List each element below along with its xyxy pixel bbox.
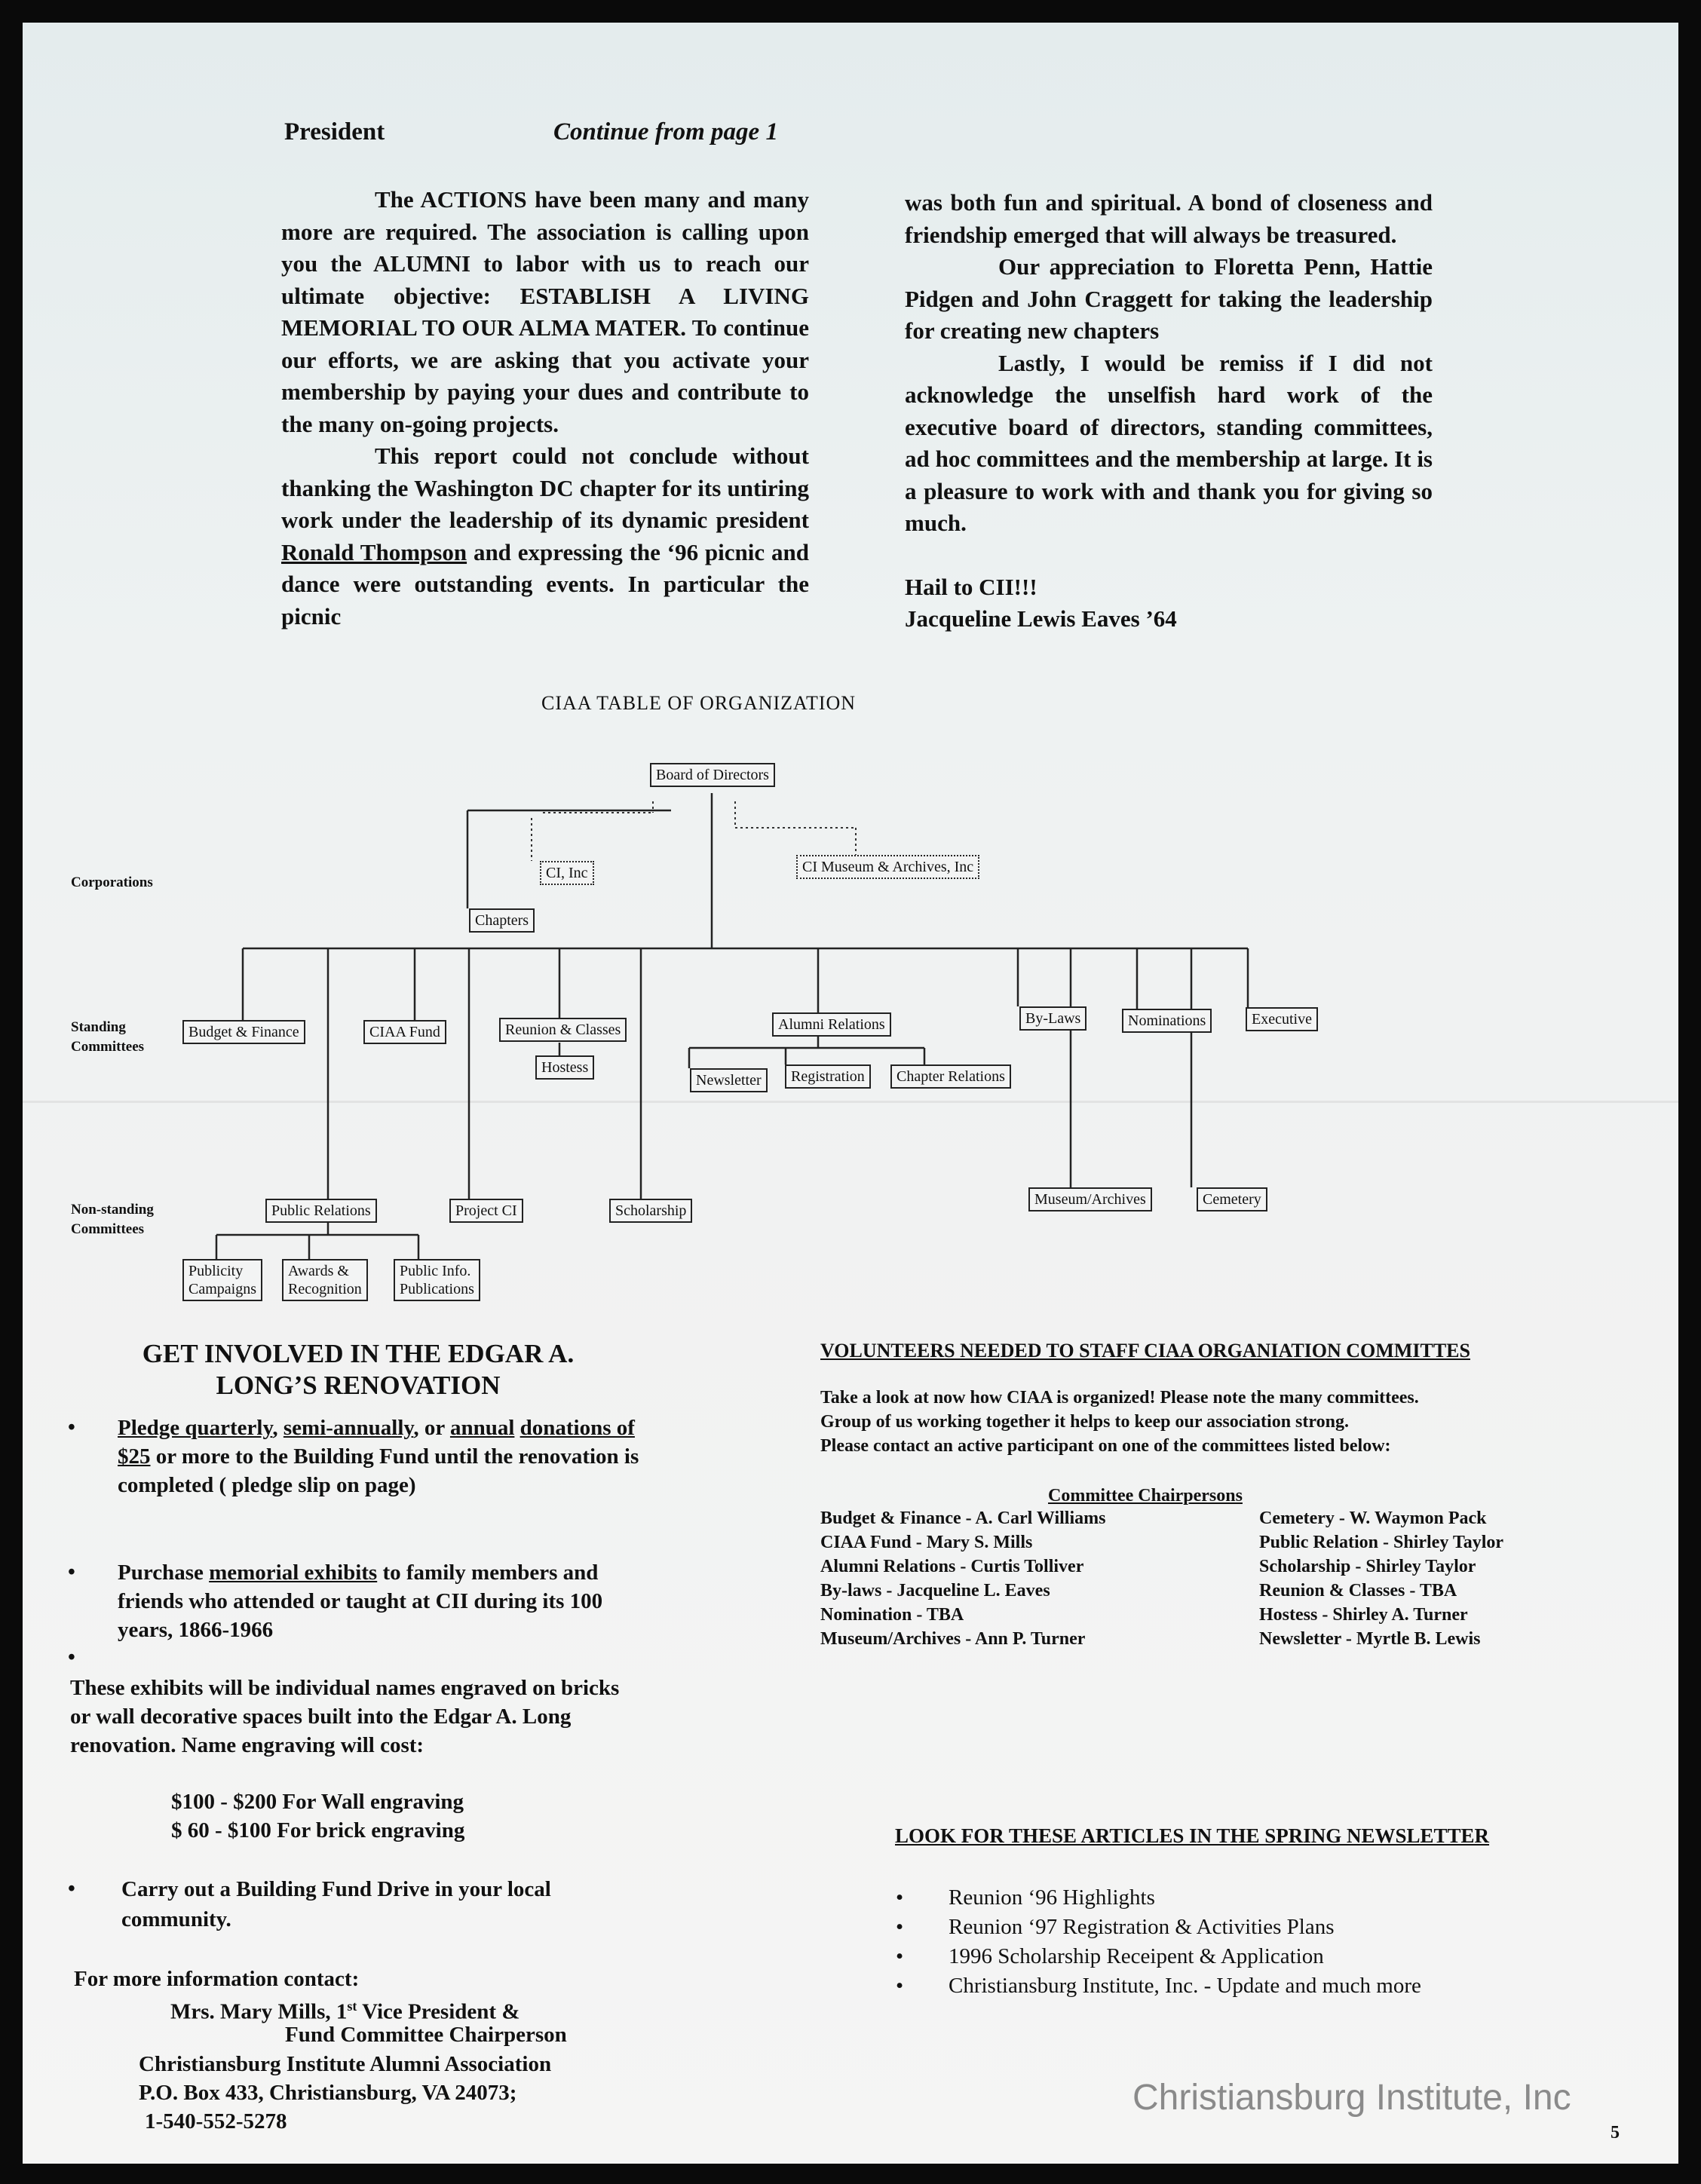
spring-item bbox=[896, 1913, 1421, 1942]
renovation-item-pledge: Pledge quarterly, semi-annually, or annual donations of $25 or more to the Building Fund until the renovation is completed ( pledge slip on page) bbox=[118, 1416, 639, 1497]
volunteers-line: Group of us working together it helps to keep our association strong. bbox=[820, 1412, 1349, 1432]
row-label-line: Committees bbox=[71, 1221, 145, 1237]
org-box-chapter-relations: Chapter Relations bbox=[890, 1064, 1011, 1089]
org-box-project-ci: Project CI bbox=[449, 1199, 523, 1223]
bullet: • bbox=[896, 1974, 904, 1998]
bullet: • bbox=[68, 1416, 75, 1439]
bullet: • bbox=[68, 1646, 75, 1669]
letter-text: and expressing the ‘96 picnic and dance were outstanding events. In particular the picnic bbox=[281, 538, 809, 629]
continued-note: Continue from page 1 bbox=[553, 118, 778, 145]
spring-item-text: Reunion ‘97 Registration & Activities Plans bbox=[949, 1915, 1335, 1939]
spring-item bbox=[896, 1883, 1421, 1913]
cost-brick: $ 60 - $100 For brick engraving bbox=[171, 1818, 465, 1842]
letter-paragraph: The ACTIONS have been many and many more are required. The association is calling upon you the ALUMNI to labor with us to reach our ultimate objective: ESTABLISH A LIVING MEMORIAL TO OUR ALMA MATER. To continue our efforts, we are asking that you activate your membership by paying your dues and contribute to the many on-going projects. bbox=[281, 186, 809, 437]
org-box-line: Recognition bbox=[288, 1281, 362, 1297]
chairpersons-right bbox=[1259, 1506, 1503, 1651]
spring-item bbox=[896, 1971, 1421, 2001]
contact-heading: For more information contact: bbox=[74, 1967, 360, 1991]
chairperson-entry: Alumni Relations - Curtis Tolliver bbox=[820, 1557, 1084, 1576]
contact-org: Christiansburg Institute Alumni Association bbox=[139, 2052, 552, 2076]
chairpersons-heading: Committee Chairpersons bbox=[1048, 1486, 1243, 1506]
org-box-ci-inc: CI, Inc bbox=[540, 861, 594, 885]
row-label-line: Committees bbox=[71, 1039, 145, 1055]
org-box-reunion: Reunion & Classes bbox=[499, 1018, 627, 1042]
spring-heading: LOOK FOR THESE ARTICLES IN THE SPRING NEWSLETTER bbox=[895, 1824, 1490, 1847]
chairperson-entry: Museum/Archives - Ann P. Turner bbox=[820, 1629, 1086, 1649]
contact-address: P.O. Box 433, Christiansburg, VA 24073; bbox=[139, 2081, 517, 2105]
chairperson-entry: Scholarship - Shirley Taylor bbox=[1259, 1557, 1476, 1576]
cost-wall: $100 - $200 For Wall engraving bbox=[171, 1790, 464, 1814]
letter-text: This report could not conclude without thanking the Washington DC chapter for its untiring work under the leadership of its dynamic president bbox=[281, 443, 809, 533]
org-box-board: Board of Directors bbox=[650, 763, 775, 787]
chairperson-entry: Newsletter - Myrtle B. Lewis bbox=[1259, 1629, 1481, 1649]
org-box-newsletter: Newsletter bbox=[690, 1068, 768, 1092]
org-box-public-relations: Public Relations bbox=[265, 1199, 377, 1223]
pledge-annual: annual bbox=[449, 1416, 515, 1440]
closing: Hail to CII!!! bbox=[905, 573, 1037, 600]
org-box-awards bbox=[282, 1259, 368, 1301]
org-box-publicity bbox=[182, 1259, 262, 1301]
bullet: • bbox=[896, 1885, 904, 1910]
chairperson-entry: CIAA Fund - Mary S. Mills bbox=[820, 1533, 1033, 1552]
pledge-quarterly: Pledge quarterly bbox=[118, 1416, 273, 1440]
bullet: • bbox=[896, 1915, 904, 1939]
bullet: • bbox=[68, 1877, 75, 1901]
contact-superscript: st bbox=[347, 1999, 357, 2014]
row-label-line: Standing bbox=[71, 1019, 126, 1035]
chairperson-entry: Hostess - Shirley A. Turner bbox=[1259, 1605, 1468, 1625]
bullet: • bbox=[896, 1944, 904, 1968]
chairperson-entry: By-laws - Jacqueline L. Eaves bbox=[820, 1581, 1050, 1600]
pledge-rest: or more to the Building Fund until the renovation is completed ( pledge slip on page) bbox=[118, 1444, 639, 1497]
renovation-heading bbox=[75, 1338, 641, 1401]
org-box-line: Publications bbox=[400, 1281, 474, 1297]
row-label-line: Non-standing bbox=[71, 1202, 154, 1218]
newsletter-page bbox=[23, 23, 1678, 2164]
org-box-scholarship: Scholarship bbox=[609, 1199, 692, 1223]
chairperson-entry: Nomination - TBA bbox=[820, 1605, 964, 1625]
contact-role: Fund Committee Chairperson bbox=[285, 2023, 567, 2047]
org-box-museum-inc: CI Museum & Archives, Inc bbox=[796, 855, 979, 879]
renovation-item-exhibits bbox=[118, 1558, 645, 1644]
president-name: Ronald Thompson bbox=[281, 538, 467, 565]
org-box-line: Public Info. bbox=[400, 1263, 471, 1279]
org-box-line: Awards & bbox=[288, 1263, 349, 1279]
contact-phone: 1-540-552-5278 bbox=[145, 2109, 287, 2133]
volunteers-line: Please contact an active participant on one of the committees listed below: bbox=[820, 1436, 1391, 1456]
volunteers-line: Take a look at now how CIAA is organized! Please note the many committees. bbox=[820, 1388, 1419, 1408]
chairperson-entry: Cemetery - W. Waymon Pack bbox=[1259, 1509, 1487, 1528]
org-box-hostess: Hostess bbox=[535, 1055, 594, 1080]
org-box-line: Publicity bbox=[188, 1263, 244, 1279]
org-box-nominations: Nominations bbox=[1122, 1009, 1212, 1033]
org-box-museum-archives: Museum/Archives bbox=[1028, 1187, 1152, 1211]
renovation-heading-line: GET INVOLVED IN THE EDGAR A. bbox=[142, 1339, 575, 1368]
bullet: • bbox=[68, 1561, 75, 1584]
org-box-executive: Executive bbox=[1246, 1007, 1318, 1031]
org-box-alumni: Alumni Relations bbox=[772, 1012, 891, 1037]
renovation-heading-line: LONG’S RENOVATION bbox=[216, 1371, 501, 1400]
org-chart-connectors bbox=[23, 23, 1678, 1349]
chairpersons-left bbox=[820, 1506, 1105, 1651]
contact-name-text: Vice President & bbox=[357, 1999, 520, 2024]
pledge-or: , or bbox=[413, 1416, 445, 1440]
exhibits-description: These exhibits will be individual names engraved on bricks or wall decorative spaces built into the Edgar A. Long renovation. Name engraving will cost: bbox=[70, 1676, 620, 1757]
letter-paragraph: Lastly, I would be remiss if I did not acknowledge the unselfish hard work of the executive board of directors, standing committees, ad hoc committees and the membership at large. It is a pleasure to work with and thank you for giving so much. bbox=[905, 349, 1433, 536]
org-chart-title: CIAA TABLE OF ORGANIZATION bbox=[541, 692, 857, 714]
org-box-public-info bbox=[394, 1259, 480, 1301]
spring-item bbox=[896, 1942, 1421, 1971]
watermark: Christiansburg Institute, Inc bbox=[1132, 2078, 1571, 2118]
purchase-text: Purchase bbox=[118, 1561, 204, 1585]
pledge-semi: semi-annually bbox=[283, 1416, 414, 1440]
org-box-chapters: Chapters bbox=[469, 908, 535, 933]
org-box-ciaa-fund: CIAA Fund bbox=[363, 1020, 446, 1044]
spring-item-text: Christiansburg Institute, Inc. - Update and much more bbox=[949, 1974, 1421, 1998]
org-box-budget: Budget & Finance bbox=[182, 1020, 305, 1044]
pledge-donations: donations of $25 bbox=[118, 1416, 635, 1469]
chairperson-entry: Reunion & Classes - TBA bbox=[1259, 1581, 1457, 1600]
org-box-line: Campaigns bbox=[188, 1281, 256, 1297]
signature: Jacqueline Lewis Eaves ’64 bbox=[905, 605, 1177, 632]
spring-item-text: 1996 Scholarship Receipent & Application bbox=[949, 1944, 1324, 1968]
org-box-registration: Registration bbox=[785, 1064, 871, 1089]
row-label-corporations: Corporations bbox=[71, 875, 153, 890]
chairperson-entry: Budget & Finance - A. Carl Williams bbox=[820, 1509, 1106, 1528]
contact-name-text: Mrs. Mary Mills, 1 bbox=[170, 1999, 348, 2024]
section-title: President bbox=[284, 118, 385, 145]
page-number: 5 bbox=[1611, 2123, 1620, 2143]
letter-paragraph: Our appreciation to Floretta Penn, Hattie Pidgen and John Craggett for taking the leadership for creating new chapters bbox=[905, 253, 1433, 344]
spring-list bbox=[896, 1883, 1421, 2001]
letter-paragraph: was both fun and spiritual. A bond of closeness and friendship emerged that will always be treasured. bbox=[905, 189, 1433, 248]
row-label-standing bbox=[71, 1018, 144, 1057]
volunteers-heading: VOLUNTEERS NEEDED TO STAFF CIAA ORGANIATION COMMITTES bbox=[820, 1340, 1470, 1362]
org-box-cemetery: Cemetery bbox=[1197, 1187, 1267, 1211]
row-label-nonstanding bbox=[71, 1200, 154, 1239]
renovation-item-fund-drive: Carry out a Building Fund Drive in your local community. bbox=[121, 1877, 551, 1931]
memorial-exhibits: memorial exhibits bbox=[209, 1561, 378, 1585]
spring-item-text: Reunion ‘96 Highlights bbox=[949, 1885, 1155, 1910]
org-box-bylaws: By-Laws bbox=[1019, 1006, 1086, 1031]
chairperson-entry: Public Relation - Shirley Taylor bbox=[1259, 1533, 1504, 1552]
exhibits-rest: to family members and friends who attended or taught at CII during its 100 years, 1866-1966 bbox=[118, 1561, 603, 1642]
